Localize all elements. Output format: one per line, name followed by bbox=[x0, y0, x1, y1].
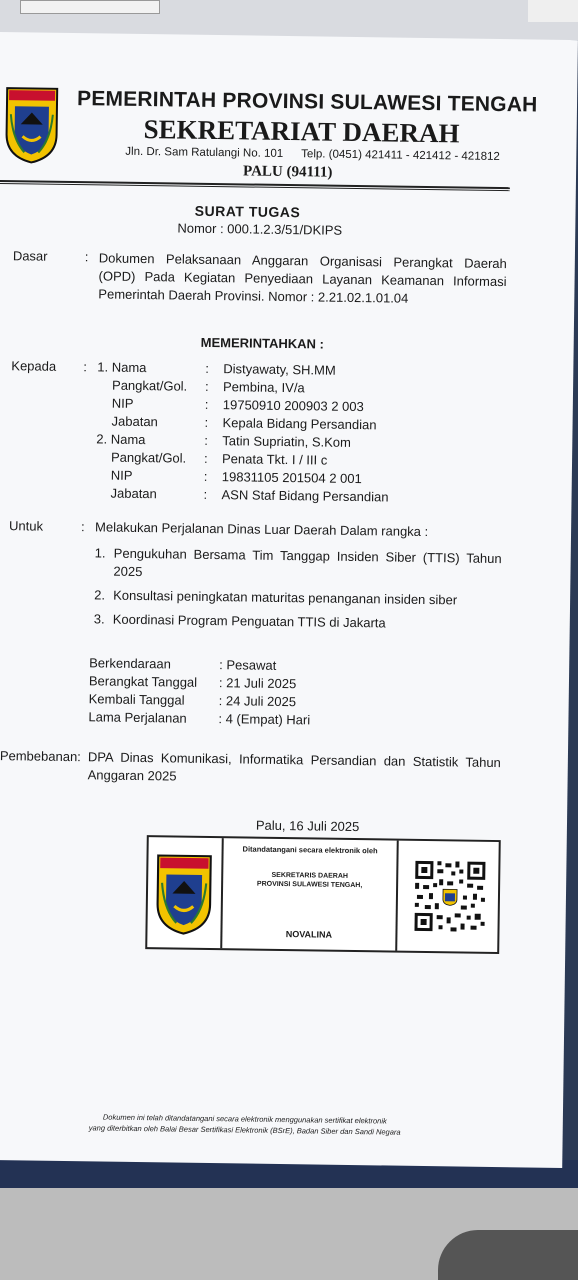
header-government: PEMERINTAH PROVINSI SULAWESI TENGAH bbox=[76, 87, 538, 117]
untuk-item-1-num: 1. bbox=[94, 545, 106, 561]
untuk-item-2-num: 2. bbox=[94, 587, 106, 603]
signature-role-line2: PROVINSI SULAWESI TENGAH, bbox=[256, 880, 363, 890]
background-bottom bbox=[0, 1160, 578, 1280]
travel-value: : 24 Juli 2025 bbox=[218, 693, 297, 710]
pembebanan-label: Pembebanan: bbox=[0, 748, 81, 765]
shadow-shape bbox=[438, 1230, 578, 1280]
person-1-name: Distyawaty, SH.MM bbox=[223, 361, 336, 378]
dasar-colon: : bbox=[84, 249, 89, 265]
travel-label: Kembali Tanggal bbox=[88, 691, 185, 708]
signatory-name: NOVALINA bbox=[285, 929, 333, 940]
person-1-colon: : bbox=[204, 378, 209, 394]
person-2-pangkat-label: Pangkat/Gol. bbox=[110, 449, 187, 466]
untuk-item-1: Pengukuhan Bersama Tim Tanggap Insiden Siber (TTIS) Tahun bbox=[113, 545, 502, 567]
phone-text: Telp. (0451) 421411 - 421412 - 421812 bbox=[301, 148, 500, 163]
signature-logo-cell bbox=[147, 837, 224, 948]
person-2-nip-label: NIP bbox=[110, 467, 133, 483]
signature-role bbox=[223, 870, 396, 890]
person-1-nip-label: NIP bbox=[111, 395, 134, 411]
paper-scrap bbox=[20, 0, 160, 14]
address-text: Jln. Dr. Sam Ratulangi No. 101 bbox=[125, 145, 284, 160]
travel-label: Lama Perjalanan bbox=[88, 709, 187, 726]
untuk-label: Untuk bbox=[9, 518, 44, 534]
header-city: PALU (94111) bbox=[242, 163, 333, 181]
kepada-colon: : bbox=[83, 359, 88, 375]
person-1-jabatan-label: Jabatan bbox=[111, 413, 158, 430]
signature-role-line1: SEKRETARIS DAERAH bbox=[271, 871, 349, 880]
travel-label: Berkendaraan bbox=[89, 655, 171, 672]
dasar-text: Dokumen Pelaksanaan Anggaran Organisasi Perangkat Daerah (OPD) Pada Kegiatan Penyediaan Layanan Keamanan Informasi Pemerintah Daerah Provinsi. Nomor : 2.21.02.1.01.04 bbox=[98, 250, 507, 306]
untuk-intro: Melakukan Perjalanan Dinas Luar Daerah Dalam rangka : bbox=[94, 519, 429, 540]
province-emblem-icon bbox=[152, 851, 215, 936]
person-2-nip: 19831105 201504 2 001 bbox=[221, 469, 362, 487]
pembebanan-text-cont: Anggaran 2025 bbox=[87, 767, 177, 784]
paper-scrap-right bbox=[528, 0, 578, 22]
person-2-jabatan: ASN Staf Bidang Persandian bbox=[221, 487, 389, 505]
footer-line2: yang diterbitkan oleh Balai Besar Sertifikasi Elektronik (BSrE), Badan Siber dan Sandi Negara bbox=[88, 1123, 401, 1137]
person-1-pangkat-label: Pangkat/Gol. bbox=[111, 377, 188, 394]
travel-value: : 21 Juli 2025 bbox=[218, 675, 297, 692]
memerintahkan-heading: MEMERINTAHKAN : bbox=[200, 334, 325, 352]
travel-value: : 4 (Empat) Hari bbox=[218, 711, 311, 728]
qr-code-icon bbox=[412, 859, 487, 934]
kepada-label: Kepada bbox=[11, 358, 57, 374]
signature-header: Ditandatangani secara elektronik oleh bbox=[242, 844, 378, 856]
person-2-colon: : bbox=[203, 450, 208, 466]
province-emblem-icon bbox=[2, 84, 61, 165]
footer-line1: Dokumen ini telah ditandatangani secara elektronik menggunakan sertifikat elektronik bbox=[102, 1112, 387, 1126]
person-2-colon: : bbox=[204, 432, 209, 448]
document-number: Nomor : 000.1.2.3/51/DKIPS bbox=[177, 220, 343, 238]
letter-page bbox=[0, 32, 578, 1168]
travel-value: : Pesawat bbox=[219, 657, 277, 673]
untuk-colon: : bbox=[80, 519, 85, 535]
untuk-item-2: Konsultasi peningkatan maturitas penanganan insiden siber bbox=[113, 587, 458, 608]
e-signature-box bbox=[145, 835, 501, 954]
dasar-label: Dasar bbox=[12, 248, 48, 264]
person-1-colon: : bbox=[204, 414, 209, 430]
person-1-pangkat: Pembina, IV/a bbox=[222, 379, 305, 396]
person-2-colon: : bbox=[203, 468, 208, 484]
header-secretariat: SEKRETARIAT DAERAH bbox=[143, 114, 460, 149]
place-date: Palu, 16 Juli 2025 bbox=[255, 817, 360, 835]
untuk-item-3-num: 3. bbox=[93, 611, 105, 627]
person-2-colon: : bbox=[203, 486, 208, 502]
signature-qr-cell bbox=[397, 841, 499, 952]
person-1-colon: : bbox=[205, 360, 210, 376]
person-1-colon: : bbox=[204, 396, 209, 412]
person-2-name-label: 2. Nama bbox=[96, 431, 146, 448]
person-1-jabatan: Kepala Bidang Persandian bbox=[222, 415, 377, 433]
document-title: SURAT TUGAS bbox=[194, 202, 301, 221]
person-1-nip: 19750910 200903 2 003 bbox=[222, 397, 364, 415]
person-2-jabatan-label: Jabatan bbox=[110, 485, 157, 502]
person-1-name-label: 1. Nama bbox=[97, 359, 147, 376]
signature-text-cell bbox=[222, 838, 399, 950]
untuk-item-1-cont: 2025 bbox=[113, 563, 143, 580]
footer-disclaimer bbox=[15, 1110, 475, 1138]
person-2-pangkat: Penata Tkt. I / III c bbox=[221, 451, 328, 468]
untuk-item-3: Koordinasi Program Penguatan TTIS di Jakarta bbox=[112, 611, 386, 631]
person-2-name: Tatin Supriatin, S.Kom bbox=[222, 433, 352, 450]
pembebanan-text: DPA Dinas Komunikasi, Informatika Persandian dan Statistik Tahun bbox=[87, 749, 501, 771]
travel-label: Berangkat Tanggal bbox=[88, 673, 198, 690]
